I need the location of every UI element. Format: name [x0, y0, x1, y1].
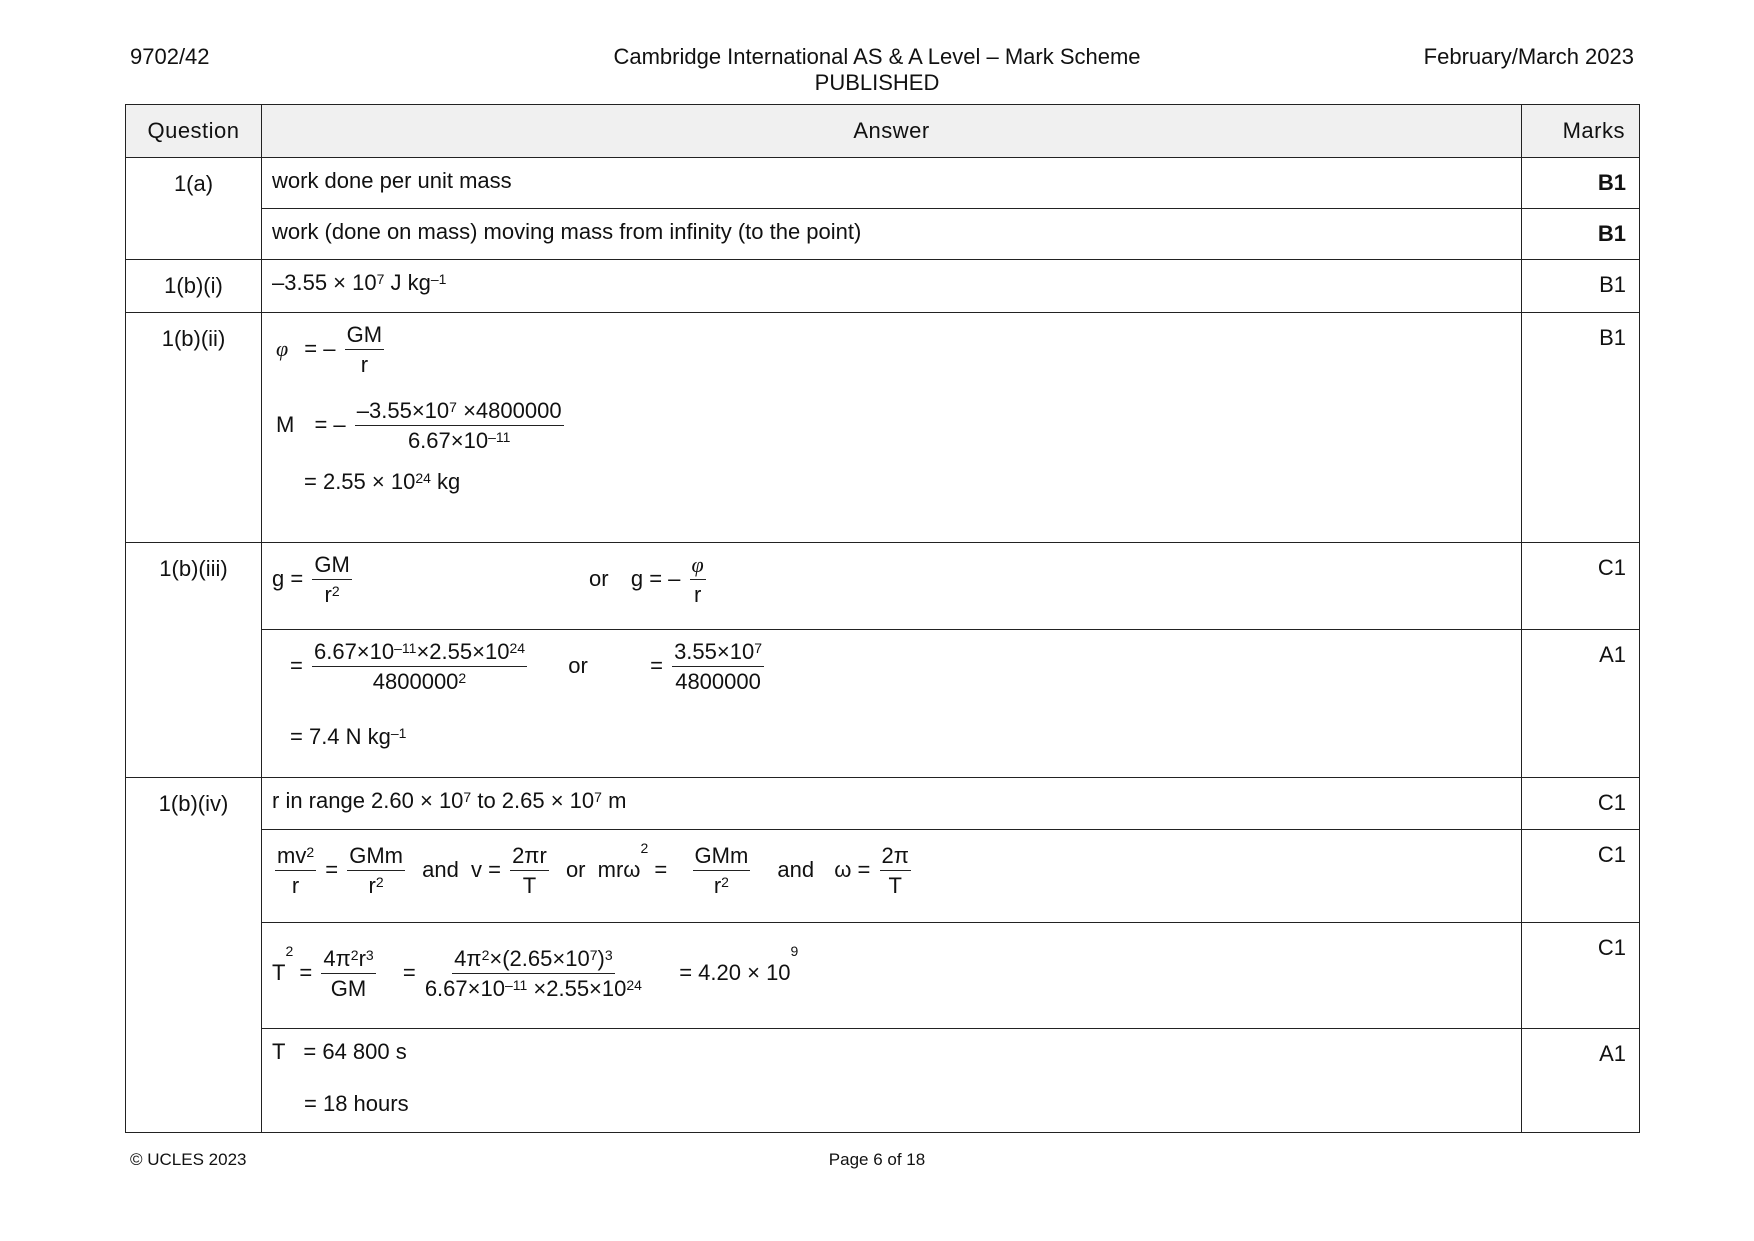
exponent: 7 — [463, 789, 472, 805]
numerator: GMm — [347, 844, 405, 871]
text: 4800000 — [372, 669, 459, 694]
answer-cell — [262, 543, 1522, 630]
exponent: 24 — [415, 470, 431, 486]
text: or — [589, 565, 609, 591]
text: r — [368, 873, 376, 898]
answer-cell — [262, 158, 1522, 209]
question-number: 1(b)(i) — [126, 260, 262, 313]
mark-cell: B1 — [1522, 313, 1640, 543]
question-number: 1(a) — [126, 158, 262, 260]
text: to 2.65 × 10 — [471, 788, 595, 813]
exponent: 2 — [331, 583, 340, 599]
numerator: GMm — [693, 844, 751, 871]
answer-text: work (done on mass) moving mass from infinity (to the point) — [272, 219, 862, 244]
mark-cell: C1 — [1522, 778, 1640, 830]
exponent: 2 — [375, 874, 384, 890]
table-row — [126, 260, 1640, 313]
fraction — [880, 844, 911, 898]
mark-cell: B1 — [1522, 260, 1640, 313]
text: ) — [597, 946, 605, 971]
answer-cell — [262, 1029, 1522, 1133]
equation-phi — [272, 323, 1511, 385]
text: m — [601, 788, 627, 813]
exponent: –1 — [390, 725, 407, 741]
denominator: r — [291, 873, 300, 898]
text: 6.67×10 — [313, 639, 395, 664]
g-result — [272, 724, 1511, 750]
exponent: 2 — [481, 947, 490, 963]
mass-result — [272, 469, 1511, 495]
text: r in range 2.60 × 10 — [272, 788, 464, 813]
numerator — [275, 844, 316, 871]
table-row — [126, 630, 1640, 778]
text: J kg — [384, 270, 431, 295]
answer-text — [272, 270, 1511, 296]
question-header: Question — [126, 105, 262, 158]
text: = – — [314, 411, 346, 437]
mark-cell: B1 — [1522, 158, 1640, 209]
text: 4π — [323, 946, 351, 971]
equation-g — [272, 553, 1511, 607]
text: = — [402, 959, 416, 985]
question-number: 1(b)(ii) — [126, 313, 262, 543]
denominator — [408, 426, 510, 453]
text: ω = — [834, 856, 871, 882]
fraction — [321, 947, 375, 1001]
orbit-equations — [272, 840, 1511, 898]
answer-text — [272, 788, 1511, 814]
fraction — [690, 553, 706, 607]
text — [679, 943, 799, 985]
text: v = — [470, 856, 501, 882]
exponent: –1 — [430, 271, 447, 287]
text: = — [299, 959, 313, 985]
denominator: r — [360, 352, 369, 377]
exponent: 2 — [721, 874, 729, 890]
exponent: 7 — [376, 271, 385, 287]
text: r — [324, 582, 332, 607]
numerator: φ — [690, 553, 706, 580]
mark-cell: C1 — [1522, 543, 1640, 630]
question-number: 1(b)(iii) — [126, 543, 262, 778]
text: ×2.55×10 — [416, 639, 510, 664]
mark-cell: A1 — [1522, 630, 1640, 778]
copyright: © UCLES 2023 — [130, 1150, 247, 1169]
answer-cell — [262, 630, 1522, 778]
denominator — [369, 871, 384, 898]
fraction — [312, 640, 527, 694]
period-equation — [272, 933, 1511, 1001]
text: = 2.55 × 10 — [304, 469, 416, 494]
fraction — [693, 844, 751, 898]
exponent: –11 — [394, 640, 417, 656]
exponent: 7 — [754, 640, 762, 656]
table-header-row — [126, 105, 1640, 158]
exponent: 2 — [285, 943, 294, 959]
exponent: 2 — [306, 844, 315, 860]
text: = 4.20 × 10 — [679, 959, 791, 985]
exponent: 3 — [365, 947, 374, 963]
text: M — [276, 411, 295, 437]
text: = — [654, 856, 668, 882]
answer-header: Answer — [262, 105, 1522, 158]
mark-scheme-table — [125, 104, 1640, 1133]
period-hours: = 18 hours — [304, 1091, 409, 1116]
denominator: GM — [330, 976, 367, 1001]
numerator — [321, 947, 375, 974]
text: ×4800000 — [456, 398, 562, 423]
exponent: –11 — [488, 429, 511, 445]
answer-cell — [262, 313, 1522, 543]
table-row — [126, 830, 1640, 923]
fraction — [355, 399, 564, 453]
text: 4π — [454, 946, 482, 971]
marks-header: Marks — [1522, 105, 1640, 158]
text: and — [777, 856, 815, 882]
exponent: 2 — [350, 947, 359, 963]
exponent: 24 — [509, 640, 526, 656]
mark-cell: C1 — [1522, 923, 1640, 1029]
denominator — [425, 974, 642, 1001]
denominator — [714, 871, 729, 898]
denominator: T — [888, 873, 902, 898]
text: mrω — [597, 856, 641, 882]
fraction — [510, 844, 549, 898]
text: –3.55 × 10 — [272, 270, 377, 295]
text: 6.67×10 — [424, 976, 505, 1001]
answer-cell — [262, 830, 1522, 923]
numerator: 2πr — [510, 844, 549, 871]
text: ×(2.65×10 — [489, 946, 590, 971]
exponent: 24 — [626, 977, 642, 993]
mark-cell: C1 — [1522, 830, 1640, 923]
table-row — [126, 313, 1640, 543]
exponent: 3 — [604, 947, 613, 963]
fraction — [345, 323, 384, 377]
text: = 7.4 N kg — [290, 724, 391, 749]
text: –3.55×10 — [356, 398, 450, 423]
denominator: T — [522, 873, 537, 898]
exponent: 2 — [458, 670, 467, 686]
fraction — [275, 844, 316, 898]
numerator — [452, 947, 614, 974]
numerator — [312, 640, 527, 667]
mark-cell: B1 — [1522, 209, 1640, 260]
text: ×2.55×10 — [527, 976, 627, 1001]
text: or — [565, 856, 586, 882]
exponent: 7 — [449, 399, 457, 415]
published-label: PUBLISHED — [814, 70, 940, 95]
exponent: 9 — [790, 943, 799, 959]
text — [597, 840, 649, 882]
text: g = – — [630, 565, 681, 591]
page-number: Page 6 of 18 — [828, 1150, 926, 1169]
fraction — [425, 947, 642, 1001]
text — [272, 943, 294, 985]
equation-g-values — [272, 640, 1511, 716]
answer-text: work done per unit mass — [272, 168, 512, 193]
denominator — [373, 667, 466, 694]
exponent: 7 — [589, 947, 598, 963]
exam-session: February/March 2023 — [1423, 44, 1634, 69]
text: kg — [430, 469, 461, 494]
denominator: r — [693, 582, 702, 607]
text: mv — [277, 843, 307, 868]
text: g = — [272, 565, 304, 591]
table-row — [126, 209, 1640, 260]
numerator — [355, 399, 564, 426]
table-row — [126, 778, 1640, 830]
table-row — [126, 158, 1640, 209]
text: 3.55×10 — [674, 639, 755, 664]
fraction — [672, 640, 764, 694]
denominator — [324, 580, 339, 607]
answer-cell — [262, 260, 1522, 313]
title-line: Cambridge International AS & A Level – Mark Scheme — [613, 44, 1141, 69]
denominator: 4800000 — [675, 669, 761, 694]
text: r — [358, 946, 366, 971]
table-row — [126, 1029, 1640, 1133]
answer-cell — [262, 209, 1522, 260]
fraction — [347, 844, 405, 898]
numerator — [672, 640, 764, 667]
exponent: 7 — [594, 789, 602, 805]
mark-cell: A1 — [1522, 1029, 1640, 1133]
exponent: –11 — [504, 977, 528, 993]
text: = — [650, 652, 663, 678]
text: = – — [304, 335, 336, 361]
text: T — [272, 959, 286, 985]
document-code: 9702/42 — [130, 44, 210, 69]
period-seconds: T = 64 800 s — [272, 1039, 407, 1064]
text: = — [325, 856, 339, 882]
text: or — [568, 652, 588, 678]
text: 6.67×10 — [407, 428, 489, 453]
text: = — [290, 652, 303, 678]
question-number: 1(b)(iv) — [126, 778, 262, 1133]
text: and — [422, 856, 459, 882]
numerator: 2π — [880, 844, 911, 871]
numerator: GM — [345, 323, 384, 350]
exponent: 2 — [640, 840, 649, 856]
table-row — [126, 543, 1640, 630]
fraction — [312, 553, 351, 607]
answer-cell — [262, 778, 1522, 830]
text: r — [713, 873, 722, 898]
answer-cell — [262, 923, 1522, 1029]
table-row — [126, 923, 1640, 1029]
phi-symbol: φ — [276, 335, 289, 361]
numerator: GM — [312, 553, 351, 580]
equation-mass — [272, 399, 1511, 469]
